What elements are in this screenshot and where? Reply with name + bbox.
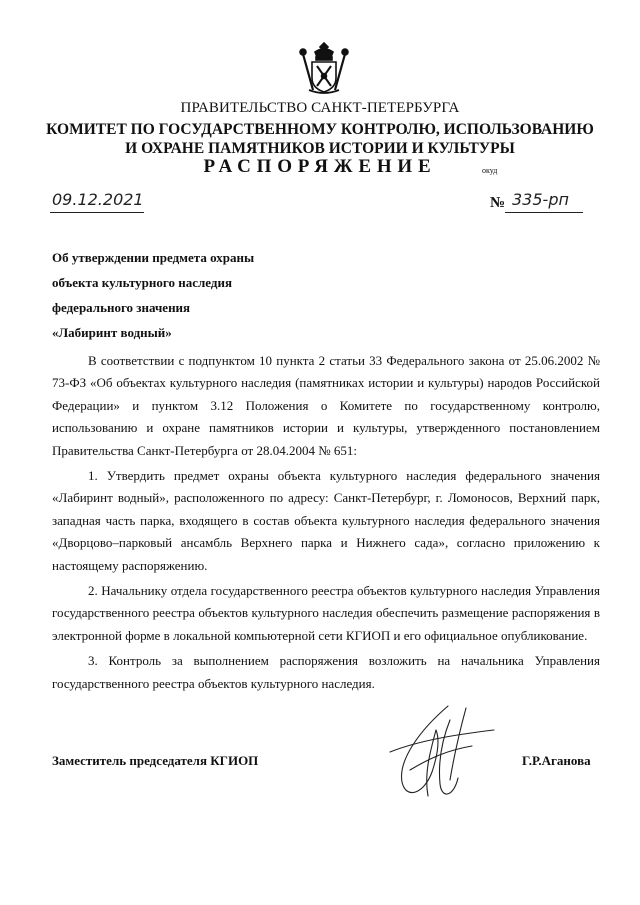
signer-title: Заместитель председателя КГИОП bbox=[52, 753, 259, 768]
subject-line: Об утверждении предмета охраны bbox=[52, 250, 255, 265]
preamble-paragraph: В соответствии с подпунктом 10 пункта 2 статьи 33 Федерального закона от 25.06.2002 № 73-ФЗ «Об объектах культурного наследия (памятниках истории и культуры) народов Российской Федерации» и пунктом 3.12 Положения о Комитете по государственному контролю, использованию и охране памятников истории и культуры, утвержденного постановлением Правительства Санкт-Петербурга от 28.04.2004 № 651: bbox=[52, 353, 600, 458]
document-date: 09.12.2021 bbox=[52, 190, 144, 209]
document-body bbox=[52, 350, 600, 695]
subject-line: объекта культурного наследия bbox=[52, 275, 232, 290]
subject-line: федерального значения bbox=[52, 300, 191, 315]
document-type: РАСПОРЯЖЕНИЕ bbox=[203, 156, 437, 177]
order-item-3: 3. Контроль за выполнением распоряжения возложить на начальника Управления государственного реестра объектов культурного наследия. bbox=[52, 653, 600, 691]
okud-label: окуд bbox=[482, 166, 498, 175]
order-item-1: 1. Утвердить предмет охраны объекта культурного наследия федерального значения «Лабиринт водный», расположенного по адресу: Санкт-Петербург, г. Ломоносов, Верхний парк, западная часть парка, входящего в состав объекта культурного наследия федерального значения «Дворцово–парковый ансамбль Верхнего парка и Нижнего сада», согласно приложению к настоящему распоряжению. bbox=[52, 468, 600, 573]
handwritten-signature bbox=[380, 700, 500, 810]
number-label: № bbox=[490, 195, 506, 211]
coat-of-arms-icon bbox=[297, 40, 351, 96]
signer-name: Г.Р.Аганова bbox=[522, 753, 591, 768]
committee-name-line-1: КОМИТЕТ ПО ГОСУДАРСТВЕННОМУ КОНТРОЛЮ, ИСПОЛЬЗОВАНИЮ bbox=[46, 121, 594, 138]
committee-name bbox=[0, 120, 640, 158]
committee-name-line-2: И ОХРАНЕ ПАМЯТНИКОВ ИСТОРИИ И КУЛЬТУРЫ bbox=[125, 140, 515, 157]
document-subject bbox=[52, 245, 254, 345]
document-number: 335-рп bbox=[512, 190, 569, 209]
order-item-2: 2. Начальнику отдела государственного реестра объектов культурного наследия Управления государственного реестра объектов культурного наследия обеспечить размещение распоряжения в электронной форме в локальной компьютерной сети КГИОП и его официальное опубликование. bbox=[52, 583, 600, 643]
government-name: ПРАВИТЕЛЬСТВО САНКТ-ПЕТЕРБУРГА bbox=[180, 100, 460, 116]
subject-line: «Лабиринт водный» bbox=[52, 325, 172, 340]
